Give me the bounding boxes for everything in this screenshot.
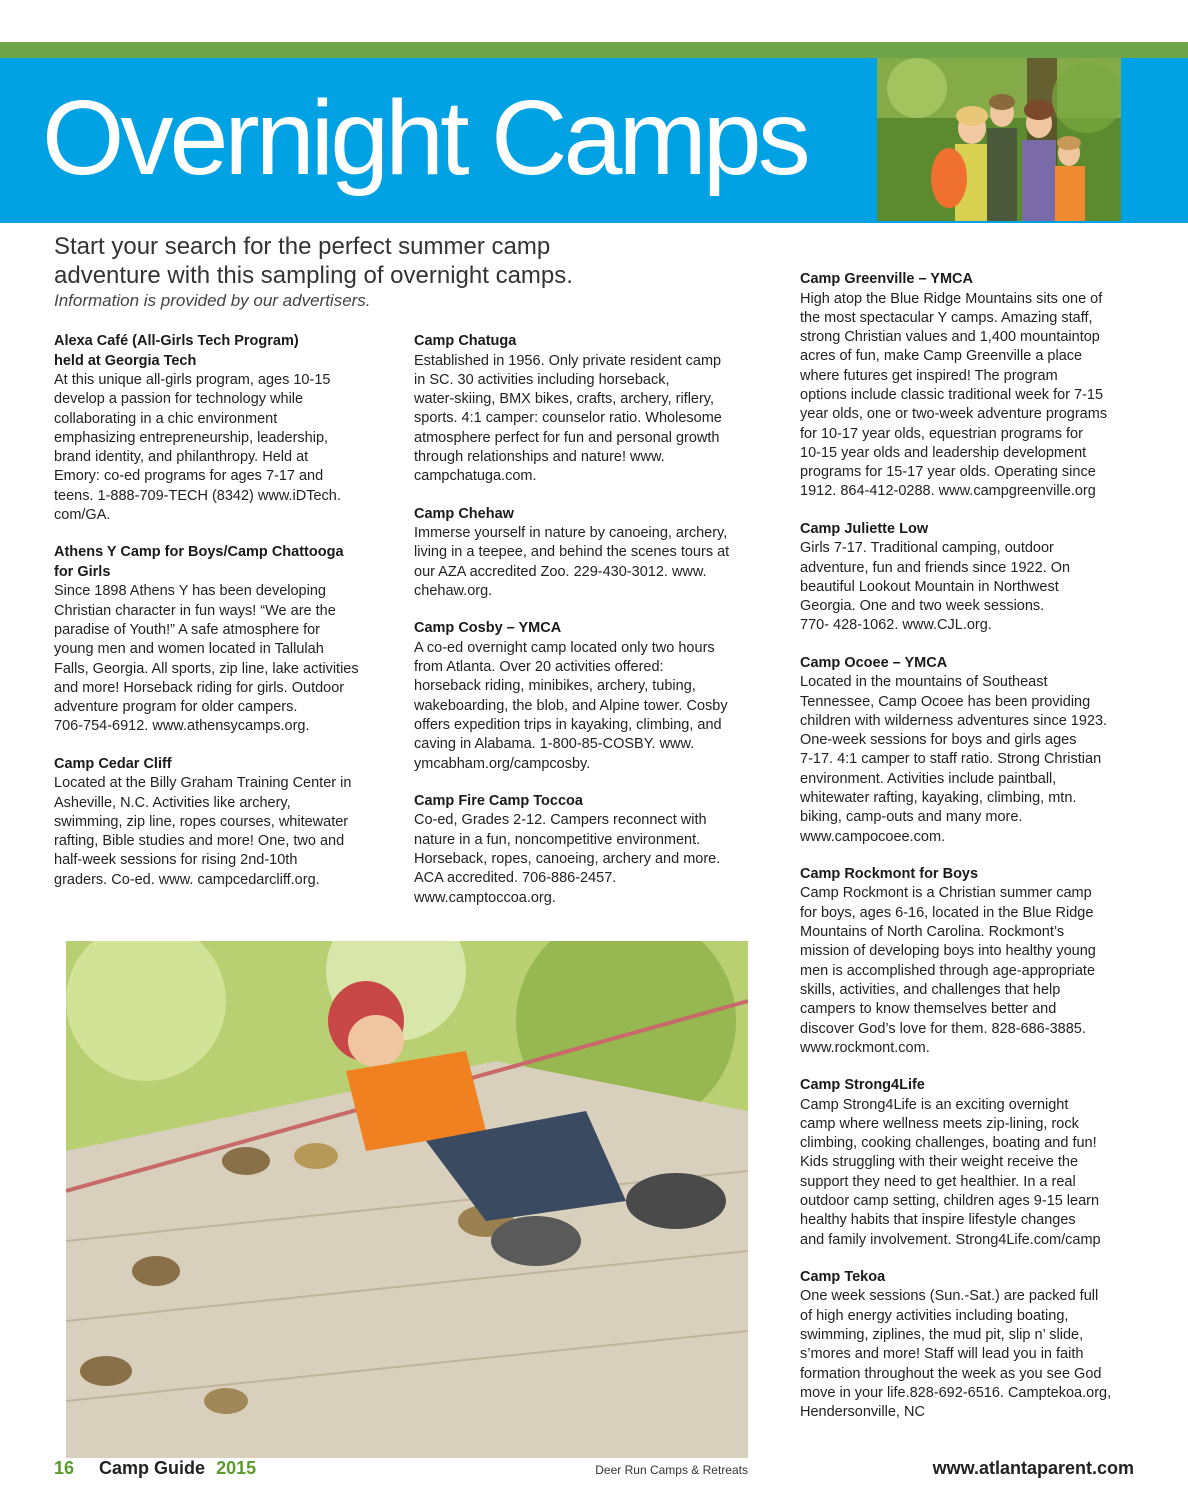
camp-description-line: Camp Strong4Life is an exciting overnight: [800, 1096, 1069, 1113]
camp-description-line: Falls, Georgia. All sports, zip line, lake activities: [54, 660, 359, 677]
camp-name: [800, 520, 1145, 540]
camp-description-line: young men and women located in Tallulah: [54, 641, 324, 658]
camp-description-line: move in your life.828-692-6516. Camptekoa.org,: [800, 1384, 1112, 1401]
intro-line-1: Start your search for the perfect summer camp: [54, 233, 551, 260]
header-photo-illustration: [877, 58, 1121, 221]
camp-description-line: Mountains of North Carolina. Rockmont’s: [800, 924, 1065, 941]
camp-name: [414, 505, 766, 525]
camp-description-line: options include classic traditional week for 7-15: [800, 386, 1104, 403]
camp-description-line: brand identity, and philanthropy. Held at: [54, 449, 309, 466]
camp-description-line: Horseback, ropes, canoeing, archery and more.: [414, 850, 721, 867]
main-photo-climbing-wall: [66, 941, 748, 1458]
camp-description-line: through relationships and nature! www.: [414, 448, 665, 465]
camp-description: [414, 524, 766, 601]
camp-name: [54, 755, 384, 775]
camp-description-line: www.rockmont.com.: [800, 1039, 930, 1056]
camp-description-line: biking, camp-outs and many more.: [800, 809, 1023, 826]
camp-name: [800, 270, 1145, 290]
camp-description-line: acres of fun, make Camp Greenville a place: [800, 348, 1083, 365]
camp-description-line: com/GA.: [54, 507, 111, 524]
camp-description-line: Since 1898 Athens Y has been developing: [54, 583, 326, 600]
camp-name-line: for Girls: [54, 563, 111, 580]
camp-listing: [800, 270, 1145, 502]
camp-name: [414, 619, 766, 639]
page-title: Overnight Camps: [42, 79, 807, 197]
camp-name-line: Camp Greenville – YMCA: [800, 271, 973, 287]
main-photo-illustration: [66, 941, 748, 1458]
camp-description-line: for boys, ages 6-16, located in the Blue Ridge: [800, 904, 1094, 921]
camp-description: [414, 352, 766, 487]
camp-description-line: climbing, cooking challenges, boating and fun!: [800, 1135, 1097, 1152]
camp-name-line: held at Georgia Tech: [54, 352, 197, 369]
camp-description-line: from Atlanta. Over 20 activities offered:: [414, 659, 664, 676]
camp-name-line: Camp Chatuga: [414, 333, 517, 349]
camp-description-line: Located in the mountains of Southeast: [800, 674, 1048, 691]
camp-description-line: campchatuga.com.: [414, 468, 537, 485]
camp-description-line: One week sessions (Sun.-Sat.) are packed full: [800, 1288, 1099, 1305]
camp-description-line: Established in 1956. Only private resident camp: [414, 352, 722, 369]
footer-website[interactable]: www.atlantaparent.com: [932, 1458, 1134, 1478]
camp-description-line: where futures get inspired! The program: [800, 367, 1058, 384]
camp-listing: [800, 1268, 1145, 1423]
camp-description: [414, 811, 766, 907]
camp-description-line: year olds, one or two-week adventure programs: [800, 406, 1108, 423]
camp-description: [800, 884, 1145, 1058]
camp-description-line: Kids struggling with their weight receive the: [800, 1154, 1079, 1171]
camp-description-line: healthy habits that inspire lifestyle changes: [800, 1212, 1076, 1229]
camp-description-line: men is accomplished through age-appropriate: [800, 962, 1096, 979]
camp-listing: [800, 865, 1145, 1058]
camp-name-line: Camp Tekoa: [800, 1268, 886, 1285]
camp-description-line: One-week sessions for boys and girls ages: [800, 732, 1077, 749]
camp-listing: [800, 1076, 1145, 1250]
camp-description: [414, 639, 766, 774]
camp-listing: [414, 332, 766, 487]
camp-description-line: beautiful Lookout Mountain in Northwest: [800, 578, 1059, 595]
camp-description-line: children with wilderness adventures since 1923.: [800, 712, 1108, 729]
column-3: [800, 270, 1145, 1441]
camp-description-line: Immerse yourself in nature by canoeing, archery,: [414, 525, 728, 542]
camp-description-line: environment. Activities include paintball,: [800, 770, 1057, 787]
camp-name-line: Camp Juliette Low: [800, 520, 929, 537]
camp-description-line: 10-15 year olds and leadership development: [800, 444, 1087, 461]
camp-name: [414, 792, 766, 812]
camp-description-line: outdoor camp setting, children ages 9-15 learn: [800, 1193, 1100, 1210]
camp-description-line: living in a teepee, and behind the scenes tours at: [414, 544, 730, 561]
camp-description: [54, 371, 384, 525]
camp-name: [800, 1268, 1145, 1288]
camp-name-line: Alexa Café (All-Girls Tech Program): [54, 333, 299, 349]
guide-name: Camp Guide: [99, 1458, 206, 1478]
camp-description-line: campers to know themselves better and: [800, 1001, 1057, 1018]
camp-description-line: s’mores and more! Staff will lead you in faith: [800, 1346, 1084, 1363]
camp-description-line: discover God’s love for them. 828-686-3885.: [800, 1020, 1086, 1037]
camp-description-line: offers expedition trips in kayaking, climbing, and: [414, 716, 722, 733]
camp-listing: [414, 619, 766, 774]
camp-description-line: in SC. 30 activities including horseback,: [414, 371, 670, 388]
camp-name: [800, 654, 1145, 674]
camp-description-line: paradise of Youth!” A safe atmosphere for: [54, 621, 321, 638]
camp-name-line: Camp Cedar Cliff: [54, 755, 172, 772]
camp-description: [800, 290, 1145, 502]
camp-description-line: wakeboarding, the blob, and Alpine tower. Cosby: [414, 697, 728, 714]
camp-description-line: chehaw.org.: [414, 582, 493, 599]
camp-description-line: ymcabham.org/campcosby.: [414, 755, 591, 772]
camp-name: [54, 543, 384, 582]
camp-description-line: ACA accredited. 706-886-2457.: [414, 870, 617, 887]
camp-description-line: Co-ed, Grades 2-12. Campers reconnect with: [414, 812, 707, 829]
column-2: [414, 332, 766, 926]
camp-description-line: 706-754-6912. www.athensycamps.org.: [54, 718, 310, 735]
camp-description-line: whitewater rafting, kayaking, climbing, mtn.: [800, 790, 1077, 807]
intro-note: Information is provided by our advertisers.: [54, 291, 371, 310]
camp-description-line: adventure, fun and friends since 1922. On: [800, 559, 1071, 576]
camp-description-line: Hendersonville, NC: [800, 1404, 925, 1421]
camp-name-line: Camp Ocoee – YMCA: [800, 654, 948, 671]
intro-line-2: adventure with this sampling of overnight camps.: [54, 262, 573, 289]
camp-name: [414, 332, 766, 352]
camp-description: [800, 1287, 1145, 1422]
camp-description-line: rafting, Bible studies and more! One, two and: [54, 833, 345, 850]
camp-description-line: Georgia. One and two week sessions.: [800, 598, 1045, 615]
guide-year: 2015: [216, 1458, 257, 1478]
header-photo-kids-camping: [877, 58, 1121, 221]
camp-listing: [414, 505, 766, 602]
camp-name-line: Camp Strong4Life: [800, 1077, 925, 1094]
camp-description-line: water-skiing, BMX bikes, crafts, archery, riflery,: [414, 391, 715, 408]
camp-description-line: High atop the Blue Ridge Mountains sits one of: [800, 290, 1103, 307]
camp-listing: [800, 654, 1145, 847]
camp-name-line: Athens Y Camp for Boys/Camp Chattooga: [54, 544, 344, 561]
camp-description: [800, 539, 1145, 635]
camp-description-line: 770- 428-1062. www.CJL.org.: [800, 617, 992, 634]
camp-description-line: 7-17. 4:1 camper to staff ratio. Strong Christian: [800, 751, 1102, 768]
camp-description-line: Asheville, N.C. Activities like archery,: [54, 794, 291, 811]
camp-description-line: At this unique all-girls program, ages 10-15: [54, 372, 331, 388]
camp-name-line: Camp Chehaw: [414, 505, 514, 522]
camp-name: [54, 332, 384, 371]
camp-description-line: nature in a fun, noncompetitive environment.: [414, 831, 701, 848]
camp-description-line: the most spectacular Y camps. Amazing staff,: [800, 309, 1093, 326]
camp-description-line: develop a passion for technology while: [54, 391, 304, 408]
camp-description-line: graders. Co-ed. www. campcedarcliff.org.: [54, 871, 320, 888]
footer-left: [54, 1456, 256, 1480]
camp-description-line: and more! Horseback riding for girls. Outdoor: [54, 679, 345, 696]
camp-description: [54, 774, 384, 890]
camp-description-line: Christian character in fun ways! “We are the: [54, 602, 336, 619]
camp-listing: [54, 755, 384, 890]
camp-description-line: formation throughout the week as you see God: [800, 1365, 1102, 1382]
camp-description-line: swimming, ziplines, the mud pit, slip n’ slide,: [800, 1327, 1084, 1344]
camp-listing: [414, 792, 766, 908]
camp-description-line: emphasizing entrepreneurship, leadership,: [54, 429, 329, 446]
camp-description-line: of high energy activities including boating,: [800, 1307, 1069, 1324]
camp-name-line: Camp Cosby – YMCA: [414, 620, 562, 637]
intro: [54, 232, 654, 312]
camp-listing: [54, 543, 384, 736]
camp-description-line: horseback riding, minibikes, archery, tubing,: [414, 678, 696, 695]
camp-description-line: skills, activities, and challenges that help: [800, 981, 1061, 998]
camp-description: [800, 673, 1145, 847]
camp-description-line: caving in Alabama. 1-800-85-COSBY. www.: [414, 736, 695, 753]
camp-name-line: Camp Fire Camp Toccoa: [414, 792, 583, 809]
camp-description-line: for 10-17 year olds, equestrian programs for: [800, 425, 1083, 442]
camp-description-line: and family involvement. Strong4Life.com/camp: [800, 1231, 1101, 1248]
camp-description-line: 1912. 864-412-0288. www.campgreenville.org: [800, 483, 1096, 500]
camp-listing: [800, 520, 1145, 636]
camp-description-line: atmosphere perfect for fun and personal growth: [414, 429, 720, 446]
camp-description-line: swimming, zip line, ropes courses, whitewater: [54, 813, 349, 830]
camp-description-line: mission of developing boys into healthy young: [800, 943, 1096, 960]
page-number: 16: [54, 1458, 75, 1478]
camp-description-line: adventure program for older campers.: [54, 699, 298, 716]
camp-description-line: sports. 4:1 camper: counselor ratio. Wholesome: [414, 410, 722, 427]
camp-name: [800, 865, 1145, 885]
camp-description-line: Camp Rockmont is a Christian summer camp: [800, 885, 1092, 902]
camp-description-line: collaborating in a chic environment: [54, 410, 278, 427]
camp-name-line: Camp Rockmont for Boys: [800, 865, 979, 882]
camp-description-line: www.campocoee.com.: [800, 828, 946, 845]
header-green-stripe: [0, 42, 1188, 58]
camp-description: [54, 582, 384, 736]
column-1: [54, 332, 384, 908]
camp-description-line: half-week sessions for rising 2nd-10th: [54, 852, 298, 869]
camp-description-line: www.camptoccoa.org.: [414, 889, 556, 906]
camp-description-line: A co-ed overnight camp located only two hours: [414, 639, 715, 656]
camp-description-line: our AZA accredited Zoo. 229-430-3012. www.: [414, 563, 707, 580]
camp-description-line: Tennessee, Camp Ocoee has been providing: [800, 693, 1091, 710]
camp-name: [800, 1076, 1145, 1096]
camp-description-line: camp where wellness meets zip-lining, rock: [800, 1115, 1079, 1132]
camp-description-line: Girls 7-17. Traditional camping, outdoor: [800, 540, 1054, 557]
camp-description-line: Located at the Billy Graham Training Center in: [54, 775, 352, 792]
camp-description: [800, 1096, 1145, 1250]
camp-description-line: strong Christian values and 1,400 mountaintop: [800, 329, 1100, 346]
camp-description-line: support they need to get healthier. In a real: [800, 1173, 1076, 1190]
photo-caption: Deer Run Camps & Retreats: [595, 1463, 748, 1477]
camp-description-line: teens. 1-888-709-TECH (8342) www.iDTech.: [54, 487, 341, 504]
camp-listing: [54, 332, 384, 525]
camp-description-line: Emory: co-ed programs for ages 7-17 and: [54, 468, 324, 485]
camp-description-line: programs for 15-17 year olds. Operating since: [800, 464, 1096, 481]
